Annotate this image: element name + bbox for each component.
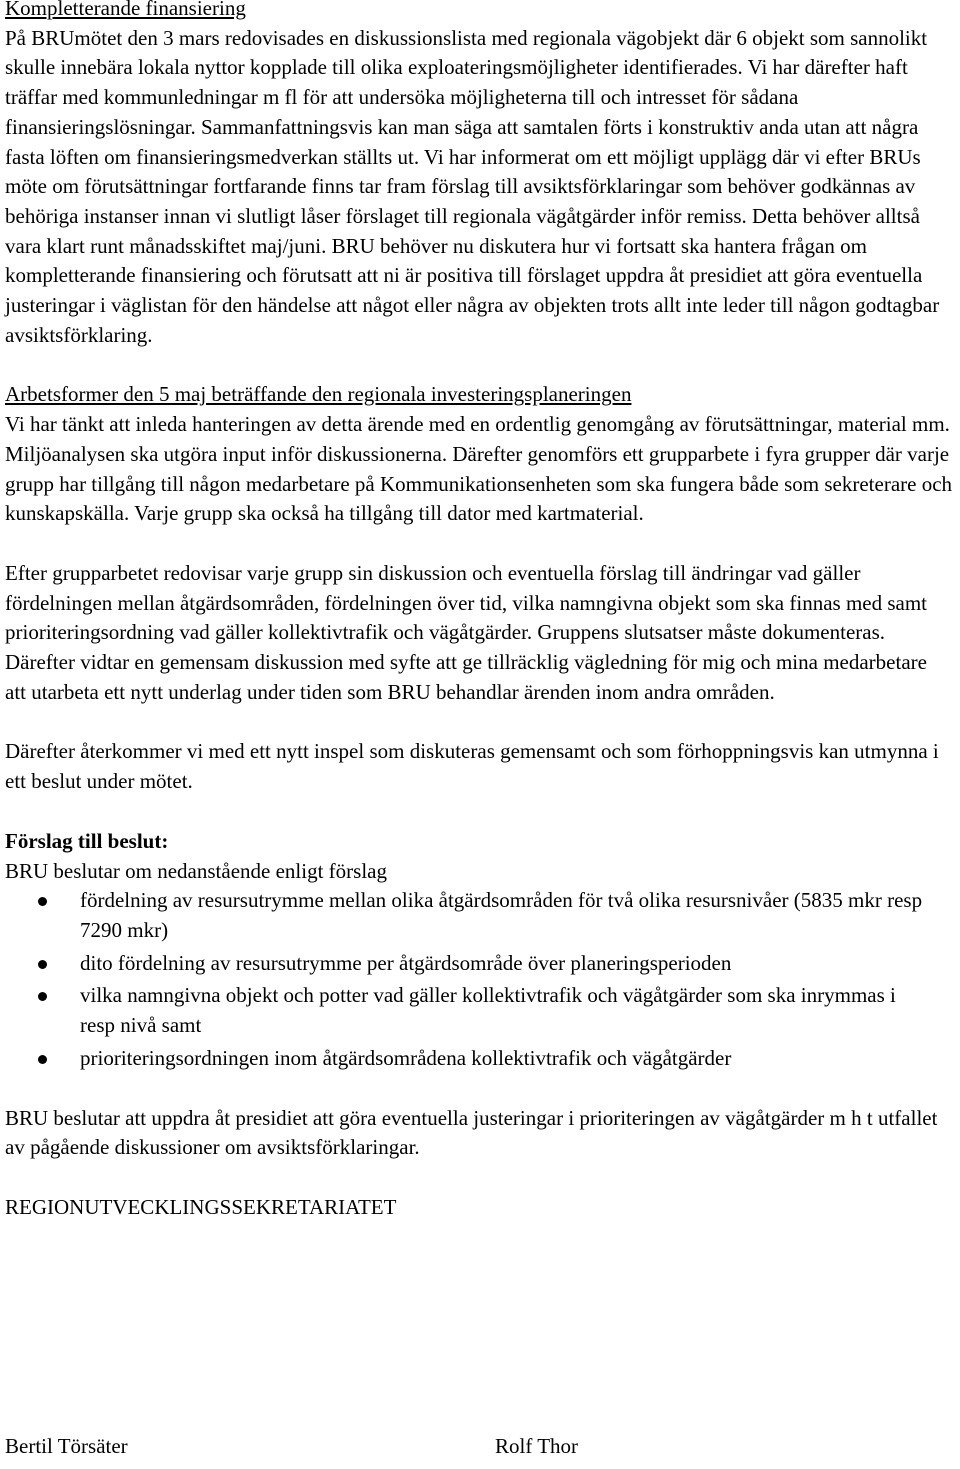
spacer [5,1163,953,1193]
section-heading-work-forms: Arbetsformer den 5 maj beträffande den regionala investeringsplaneringen [5,382,632,407]
work-forms-paragraph-1: Vi har tänkt att inleda hanteringen av detta ärende med en ordentlig genomgång av förutsättningar, material mm. Miljöanalysen ska utgöra input inför diskussionerna. Därefter genomförs ett grupparbete i fyra grupper där varje grupp har tillgång till någon medarbetare på Kommunikationsenheten som ska fungera både som sekreterare och kunskapskälla. Varje grupp ska också ha tillgång till dator med kartmaterial. [5,412,953,526]
proposal-closing: BRU beslutar att uppdra åt presidiet att göra eventuella justeringar i prioriteringen av vägåtgärder m h t utfallet av pågående diskussioner om avsiktsförklaringar. [5,1105,938,1160]
bullet-icon [38,897,47,906]
document [5,0,953,1458]
spacer [5,707,953,737]
signature-right: Rolf Thor [495,1434,579,1458]
proposal-list-item-text: vilka namngivna objekt och potter vad gäller kollektivtrafik och vägåtgärder som ska inrymmas i resp nivå samt [80,983,896,1038]
proposal-list [5,886,953,1073]
section-heading-financing: Kompletterande finansiering [5,0,246,20]
proposal-list-item-text: fördelning av resursutrymme mellan olika åtgärdsområden för två olika resursnivåer (5835 mkr resp 7290 mkr) [80,888,923,942]
bullet-icon [38,960,47,969]
spacer [5,350,953,380]
spacer [5,1074,953,1104]
proposal-list-item [5,1044,953,1074]
signature-block [5,1432,953,1462]
proposal-list-item [5,981,953,1040]
work-forms-paragraph-3: Därefter återkommer vi med ett nytt inspel som diskuteras gemensamt och som förhoppningsvis kan utmynna i ett beslut under mötet. [5,739,939,794]
sender-name: REGIONUTVECKLINGSSEKRETARIATET [5,1194,397,1219]
proposal-intro: BRU beslutar om nedanstående enligt förslag [5,858,387,883]
bullet-icon [38,992,47,1001]
spacer [5,797,953,827]
spacer [5,529,953,559]
proposal-list-item-text: dito fördelning av resursutrymme per åtgärdsområde över planeringsperioden [80,950,732,975]
work-forms-paragraph-2: Efter grupparbetet redovisar varje grupp sin diskussion och eventuella förslag till ändringar vad gäller fördelningen mellan åtgärdsområden, fördelningen över tid, vilka namngivna objekt som ska finnas med samt prioriteringsordning vad gäller kollektivtrafik och vägåtgärder. Gruppens slutsatser måste dokumenteras. Därefter vidtar en gemensam diskussion med syfte att ge tillräcklig vägledning för mig och mina medarbetare att utarbeta ett nytt underlag under tiden som BRU behandlar ärenden inom andra områden. [5,560,928,704]
proposal-list-item [5,886,953,945]
bullet-icon [38,1055,47,1064]
proposal-list-item-text: prioriteringsordningen inom åtgärdsområdena kollektivtrafik och vägåtgärder [80,1045,732,1070]
signature-left: Bertil Törsäter [5,1434,128,1458]
section-body-financing: På BRUmötet den 3 mars redovisades en diskussionslista med regionala vägobjekt där 6 objekt som sannolikt skulle innebära lokala nyttor kopplade till olika exploateringsmöjligheter identifierades. Vi har därefter haft träffar med kommunledningar m fl för att undersöka möjligheterna till och intresset för sådana finansieringslösningar. Sammanfattningsvis kan man säga att samtalen förts i konstruktiv anda utan att några fasta löften om finansieringsmedverkan ställts ut. Vi har informerat om ett möjligt upplägg där vi efter BRUs möte om förutsättningar fortfarande finns tar fram förslag till avsiktsförklaringar som behöver godkännas av behöriga instanser innan vi slutligt låser förslaget till regionala vägåtgärder inför remiss. Detta behöver alltså vara klart runt månadsskiftet maj/juni. BRU behöver nu diskutera hur vi fortsatt ska hantera frågan om kompletterande finansiering och förutsatt att ni är positiva till förslaget uppdra åt presidiet att göra eventuella justeringar i väglistan för den händelse att något eller några av objekten trots allt inte leder till någon godtagbar avsiktsförklaring. [5,25,940,347]
proposal-heading: Förslag till beslut: [5,828,169,853]
proposal-list-item [5,949,953,979]
